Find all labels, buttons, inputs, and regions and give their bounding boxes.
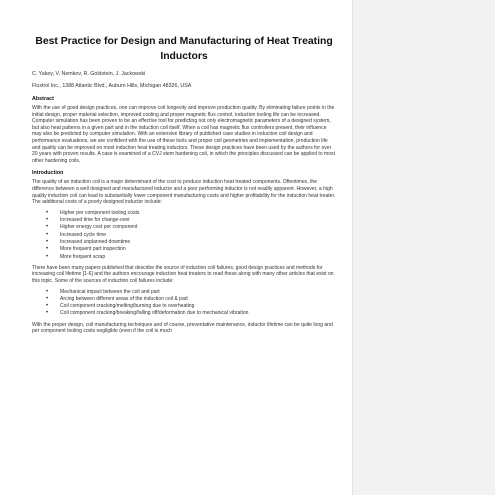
paper-title: Best Practice for Design and Manufacturing of Heat Treating Inductors: [35, 36, 333, 62]
list-item: • More frequent part inspection: [60, 246, 336, 253]
papers-paragraph: There have been many papers published that describe the source of induction coil failures, good design practices and methods for increasing coil lifetime [1-6] and the authors encourage induction heat treaters to read these along with many other articles that exist on this topic. Some of the sources of induction coil failures include:: [32, 264, 334, 284]
list-item: • Coil component cracking/melting/burning due to overheating: [60, 303, 336, 310]
failure-list: [32, 289, 336, 318]
list-item: • Arcing between different areas of the induction coil & part: [60, 296, 336, 303]
introduction-heading: Introduction: [32, 170, 64, 177]
side-panel: [352, 0, 495, 495]
abstract-text: With the use of good design practices, one can improve coil longevity and improve production quality. By eliminating failure points in the initial design, proper material selection, improved cooling and proper magnetic flux control, induction tooling life can be increased. Computer simulation has been proven to be an effective tool for predicting not only electromagnetic parameters of a designed system, but also heat patterns in a given part and in the induction coil itself. When a coil has magnetic flux controllers present, their influence may also be predicted by computer simulation. With an extensive library of published case studies in induction coil design and performance evaluations, we are confident with the use of these tools and proper coil geometries and implementation, production life and quality can be improved on most induction heat treating inductors. These design practices have been used by the authors for over 20 years with proven results. A case is examined of a CVJ stem hardening coil, in which the principles discussed can be applied to most other hardening coils.: [32, 105, 335, 164]
list-item: • Coil component cracking/breaking/falling off/deformation due to mechanical vibration: [60, 310, 336, 317]
list-item: • Higher per component tooling costs: [60, 210, 336, 217]
closing-paragraph: With the proper design, coil manufacturing techniques and of course, preventative maintenance, inductor lifetime can be quite long and per component tooling costs negligible (even if the coil is much: [32, 321, 333, 335]
list-item: • Mechanical impact between the coil and part: [60, 289, 336, 296]
list-item: • More frequent scrap: [60, 254, 336, 261]
list-item: • Higher energy cost per component: [60, 224, 336, 231]
page-content: [32, 34, 336, 339]
paper-authors: C. Yakey, V. Nemkov, R. Goldstein, J. Jackowski: [32, 71, 146, 77]
list-item: • Increased time for change-over: [60, 217, 336, 224]
list-item: • Increased cycle time: [60, 232, 336, 239]
list-item: • Increased unplanned downtime: [60, 239, 336, 246]
abstract-heading: Abstract: [32, 96, 54, 102]
cost-list: [32, 210, 336, 261]
paper-affiliation: Fluxtrol Inc., 1388 Atlantic Blvd., Auburn Hills, Michigan 48326, USA: [32, 83, 192, 89]
introduction-text: The quality of an induction coil is a major determinant of the cost to produce induction heat treated components. Oftentimes, the difference between a well designed and manufactured inductor and a poor performing inductor is not readily apparent. However, a high quality induction coil can lead to substantially lower component manufacturing costs and higher profitability for the induction heat treater. The additional costs of a poorly designed inductor include:: [32, 179, 336, 206]
